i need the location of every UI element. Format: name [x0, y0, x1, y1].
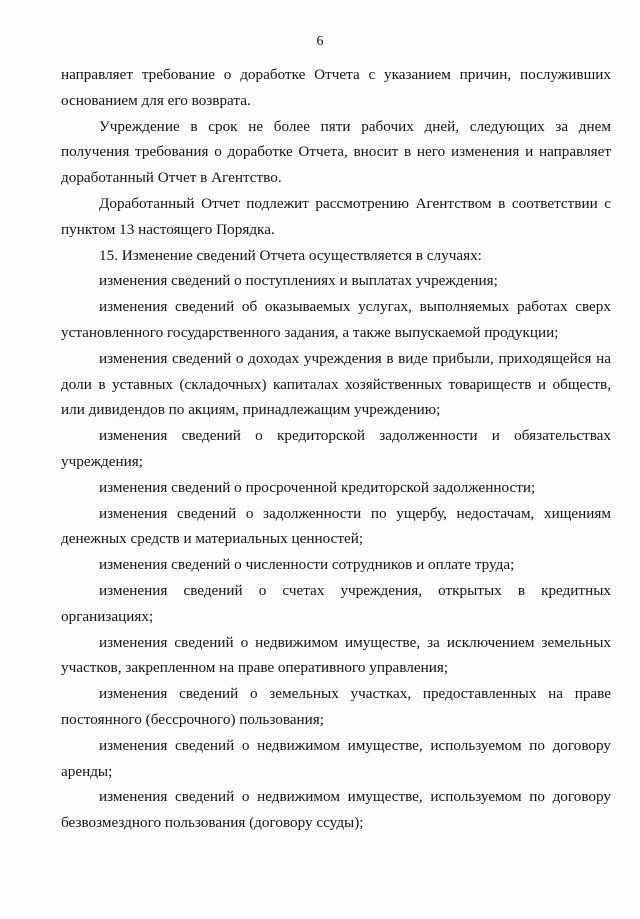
- document-body: [61, 62, 611, 836]
- list-item: изменения сведений о недвижимом имуществе, используемом по договору безвозмездного пользования (договору ссуды);: [61, 788, 611, 832]
- list-item: изменения сведений о поступлениях и выплатах учреждения;: [99, 272, 498, 290]
- list-item: изменения сведений о недвижимом имуществе, используемом по договору аренды;: [61, 736, 611, 780]
- paragraph: Учреждение в срок не более пяти рабочих дней, следующих за днем получения требования о доработке Отчета, вносит в него изменения и направляет доработанный Отчет в Агентство.: [61, 117, 611, 187]
- page-number: 6: [316, 34, 324, 49]
- paragraph-clause-15: 15. Изменение сведений Отчета осуществляется в случаях:: [99, 246, 482, 264]
- list-item: изменения сведений о задолженности по ущербу, недостачам, хищениям денежных средств и материальных ценностей;: [61, 504, 611, 548]
- list-item: изменения сведений о доходах учреждения в виде прибыли, приходящейся на доли в уставных (складочных) капиталах хозяйственных товариществ и обществ, или дивидендов по акциям, принадлежащим учреждению;: [61, 349, 611, 419]
- paragraph: Доработанный Отчет подлежит рассмотрению Агентством в соответствии с пунктом 13 настоящего Порядка.: [61, 194, 611, 238]
- list-item: изменения сведений о численности сотрудников и оплате труда;: [99, 556, 515, 574]
- list-item: изменения сведений о недвижимом имуществе, за исключением земельных участков, закрепленном на праве оперативного управления;: [61, 633, 611, 677]
- list-item: изменения сведений о счетах учреждения, открытых в кредитных организациях;: [61, 581, 611, 625]
- list-item: изменения сведений о просроченной кредиторской задолженности;: [99, 478, 536, 496]
- list-item: изменения сведений о кредиторской задолженности и обязательствах учреждения;: [61, 427, 611, 470]
- list-item: изменения сведений о земельных участках, предоставленных на праве постоянного (бессрочного) пользования;: [61, 685, 611, 728]
- list-item: изменения сведений об оказываемых услугах, выполняемых работах сверх установленного государственного задания, а также выпускаемой продукции;: [61, 298, 611, 341]
- paragraph-continuation: направляет требование о доработке Отчета с указанием причин, послуживших основанием для его возврата.: [61, 66, 611, 109]
